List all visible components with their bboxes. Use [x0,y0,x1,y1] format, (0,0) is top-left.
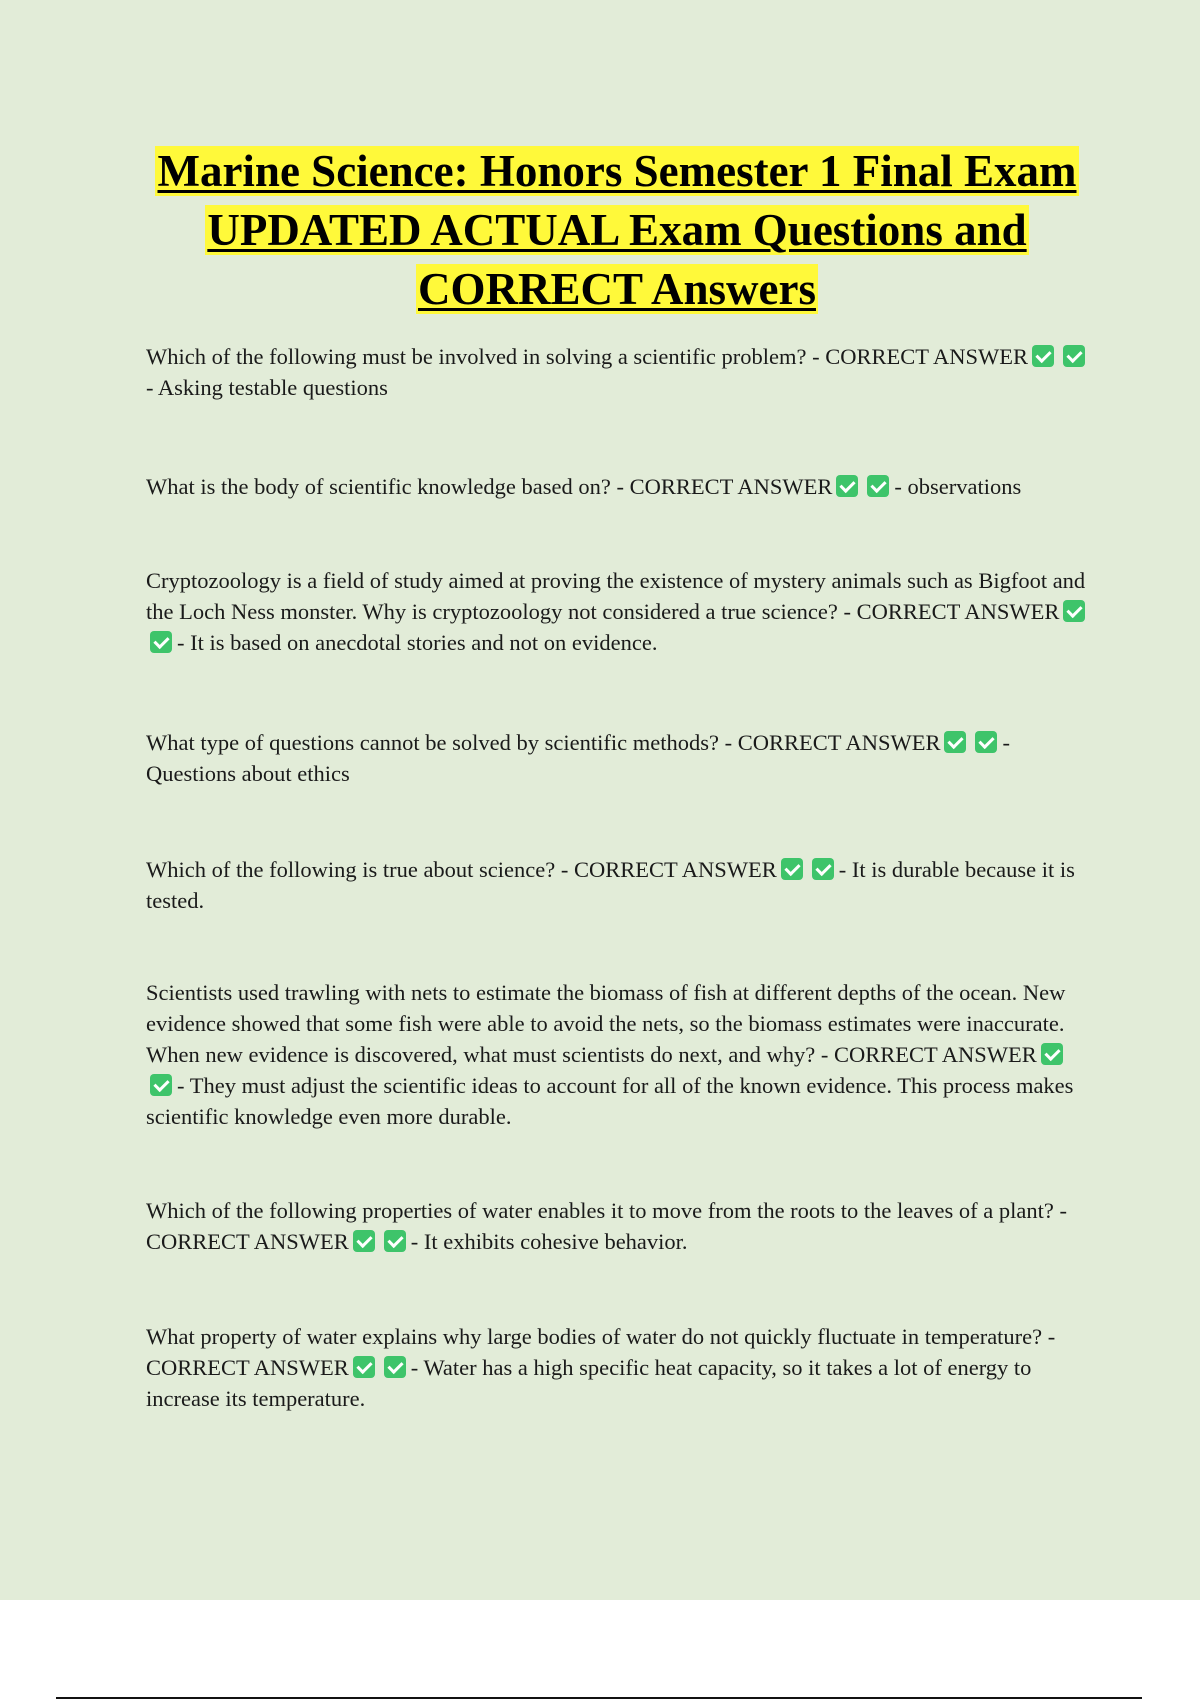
question-text: Which of the following properties of water enables it to move from the roots to the leaves of a plant? - [146,1198,1067,1223]
question-text: Which of the following is true about science? - [146,857,569,882]
check-icon [150,631,172,653]
answer-label: CORRECT ANSWER [146,1355,349,1380]
answer-text: - It is durable because it is tested. [146,857,1075,913]
answer-label: CORRECT ANSWER [146,1229,349,1254]
question-text: Cryptozoology is a field of study aimed at proving the existence of mystery animals such as Bigfoot and the Loch Ness monster. Why is cryptozoology not considered a true science? - [146,568,1086,624]
check-icon [150,1074,172,1096]
check-icon [1041,1043,1063,1065]
check-icon [1032,345,1054,367]
qa-item-7 [146,1195,1096,1257]
answer-label: CORRECT ANSWER [737,730,941,755]
answer-text: - They must adjust the scientific ideas to account for all of the known evidence. This process makes scientific knowledge even more durable. [146,1073,1074,1129]
check-icon [1063,600,1085,622]
question-text: Which of the following must be involved in solving a scientific problem? - [146,344,820,369]
check-icon [353,1356,375,1378]
check-icon [975,731,997,753]
check-icon [384,1356,406,1378]
check-icon [812,858,834,880]
answer-label: CORRECT ANSWER [833,1042,1037,1067]
qa-item-3 [146,565,1096,658]
check-icon [384,1230,406,1252]
answer-label: CORRECT ANSWER [573,857,777,882]
check-icon [944,731,966,753]
answer-text: - It is based on anecdotal stories and not on evidence. [177,630,658,655]
qa-item-8 [146,1321,1096,1414]
check-icon [867,475,889,497]
check-icon [1063,345,1085,367]
answer-label: CORRECT ANSWER [856,599,1060,624]
qa-item-6 [146,977,1096,1132]
answer-text: - Asking testable questions [146,375,388,400]
check-icon [353,1230,375,1252]
answer-text: - Questions about ethics [146,730,1010,786]
footer-divider [56,1697,1142,1699]
document-title [130,142,1104,319]
answer-text: - Water has a high specific heat capacity, so it takes a lot of energy to increase its temperature. [146,1355,1032,1411]
answer-label: CORRECT ANSWER [825,344,1028,369]
qa-item-1 [146,341,1096,403]
question-text: Scientists used trawling with nets to estimate the biomass of fish at different depths of the ocean. New evidence showed that some fish were able to avoid the nets, so the biomass estimates were inaccurate. When new evidence is discovered, what must scientists do next, and why? - [146,980,1066,1067]
answer-label: CORRECT ANSWER [629,474,833,499]
check-icon [836,475,858,497]
check-icon [781,858,803,880]
answer-text: - observations [894,474,1022,499]
answer-text: - It exhibits cohesive behavior. [410,1229,688,1254]
qa-item-5 [146,854,1096,916]
question-text: What property of water explains why large bodies of water do not quickly fluctuate in temperature? - [146,1324,1056,1349]
question-text: What type of questions cannot be solved by scientific methods? - [146,730,733,755]
qa-item-4 [146,727,1096,789]
qa-item-2 [146,471,1096,502]
question-text: What is the body of scientific knowledge based on? - [146,474,624,499]
document-title-text: Marine Science: Honors Semester 1 Final Exam UPDATED ACTUAL Exam Questions and CORRECT Answers [157,146,1077,314]
